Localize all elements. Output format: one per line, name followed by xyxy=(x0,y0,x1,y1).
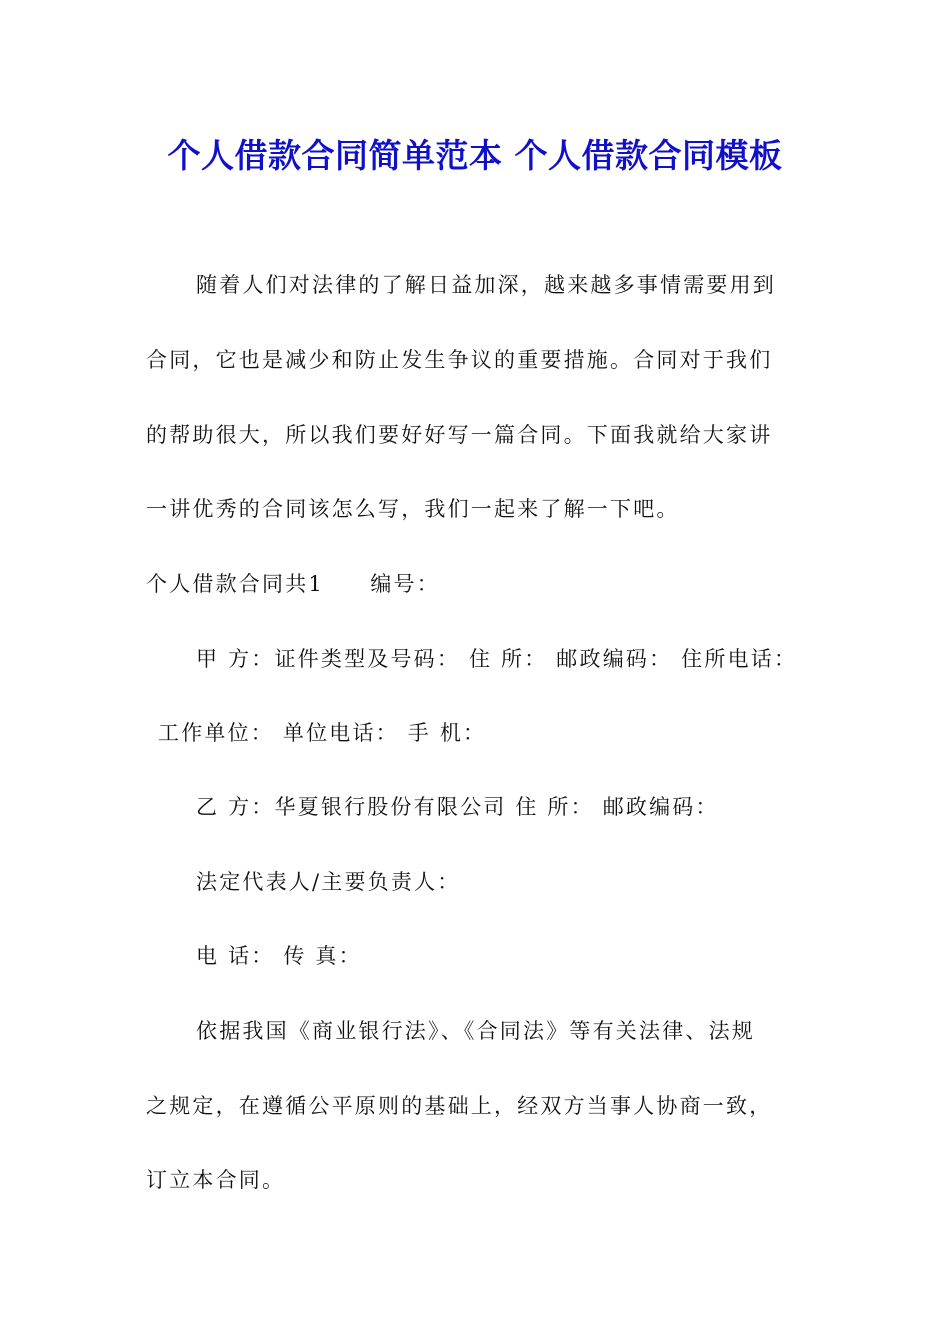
legal-representative-line: 法定代表人/主要负责人： xyxy=(196,870,461,894)
party-b-line: 乙 方：华夏银行股份有限公司 住 所： 邮政编码： xyxy=(196,795,719,819)
document-title: 个人借款合同简单范本 个人借款合同模板 xyxy=(167,136,783,175)
basis-line-3: 订立本合同。 xyxy=(146,1168,286,1192)
contract-header: 个人借款合同共1 编号： xyxy=(146,572,440,596)
intro-line-4: 一讲优秀的合同该怎么写，我们一起来了解一下吧。 xyxy=(146,497,680,521)
party-a-line-1: 甲 方：证件类型及号码： 住 所： 邮政编码： 住所电话： xyxy=(196,647,798,671)
phone-fax-line: 电 话： 传 真： xyxy=(196,944,362,968)
party-a-line-2: 工作单位： 单位电话： 手 机： xyxy=(158,721,487,745)
basis-line-1: 依据我国《商业银行法》、《合同法》等有关法律、法规 xyxy=(196,1019,755,1043)
intro-line-1: 随着人们对法律的了解日益加深，越来越多事情需要用到 xyxy=(196,273,776,297)
intro-line-2: 合同，它也是减少和防止发生争议的重要措施。合同对于我们 xyxy=(146,348,773,372)
intro-line-3: 的帮助很大，所以我们要好好写一篇合同。下面我就给大家讲 xyxy=(146,423,773,447)
basis-line-2: 之规定，在遵循公平原则的基础上，经双方当事人协商一致， xyxy=(146,1094,773,1118)
